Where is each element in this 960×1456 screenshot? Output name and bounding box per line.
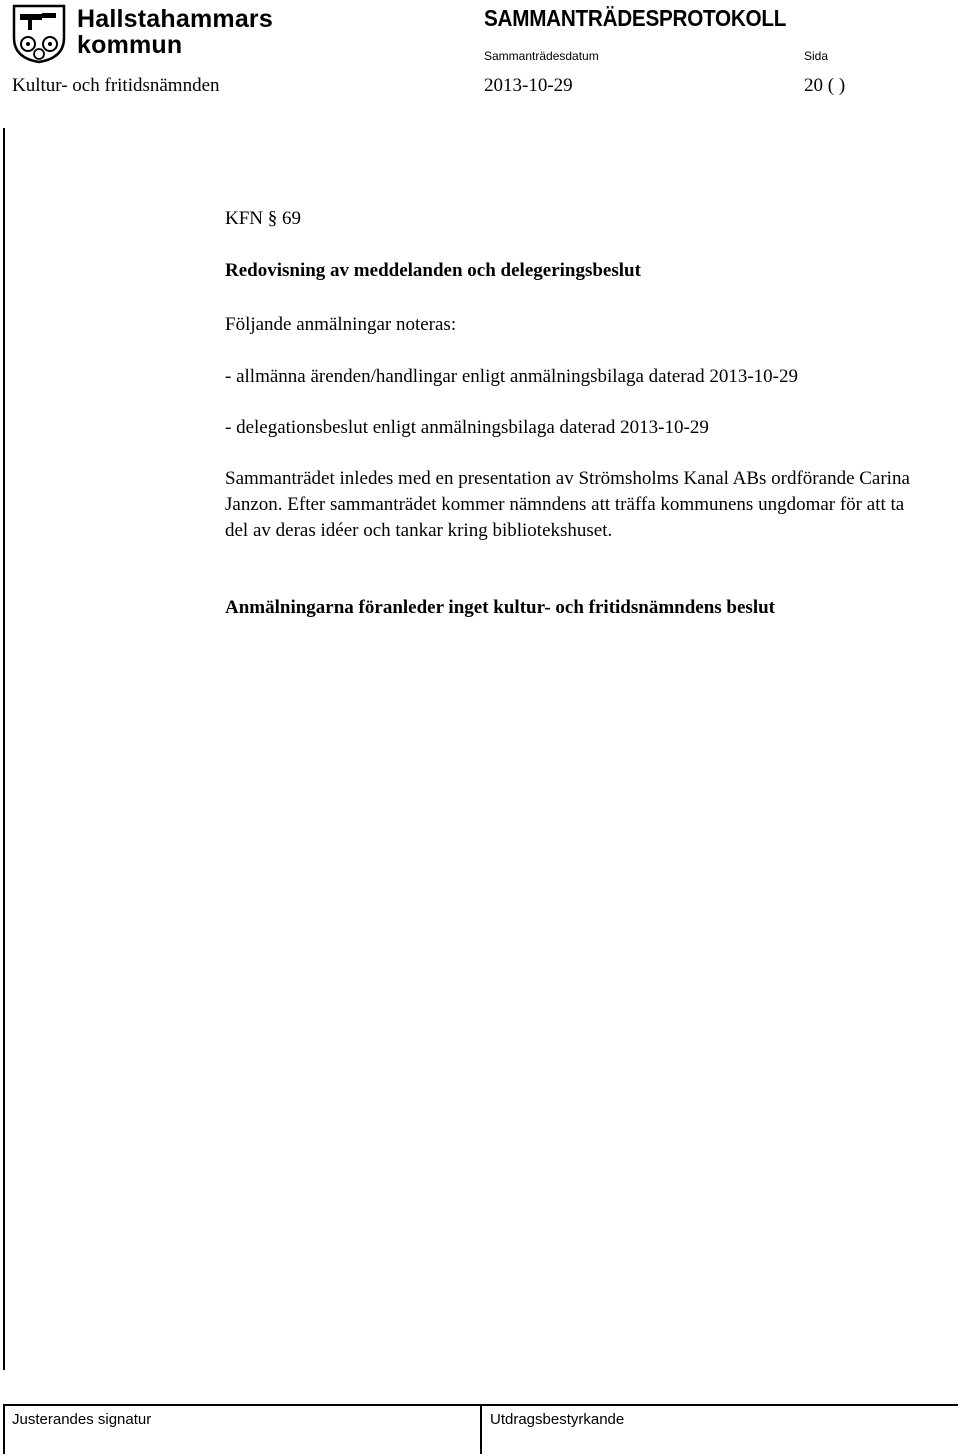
- municipality-crest-icon: [12, 4, 66, 64]
- list-item: - allmänna ärenden/handlingar enligt anmälningsbilaga daterad 2013-10-29: [225, 366, 798, 387]
- committee-name: Kultur- och fritidsnämnden: [12, 75, 220, 96]
- paragraph-number: KFN § 69: [225, 208, 302, 229]
- footer-left-border: [3, 1404, 5, 1454]
- municipality-name-line2: kommun: [77, 31, 183, 59]
- adjuster-signature-label: Justerandes signatur: [12, 1411, 152, 1428]
- left-margin-rule: [3, 128, 5, 1370]
- section-title: Redovisning av meddelanden och delegeringsbeslut: [225, 260, 641, 281]
- page-number: 20 ( ): [804, 75, 846, 96]
- list-item: - delegationsbeslut enligt anmälningsbilaga daterad 2013-10-29: [225, 417, 709, 438]
- municipality-name-line1: Hallstahammars: [77, 5, 273, 33]
- page-label: Sida: [804, 49, 829, 63]
- meeting-date: 2013-10-29: [484, 75, 573, 96]
- intro-text: Följande anmälningar noteras:: [225, 314, 457, 335]
- extract-certification-label: Utdragsbestyrkande: [490, 1411, 625, 1428]
- meeting-date-label: Sammanträdesdatum: [484, 49, 599, 63]
- body-paragraph: Sammanträdet inledes med en presentation av Strömsholms Kanal ABs ordförande Carina Janzon. Efter sammanträdet kommer nämndens att träffa kommunens ungdomar för att ta del av deras idéer och tankar kring bibliotekshuset.: [225, 468, 910, 541]
- document-type-title: SAMMANTRÄDESPROTOKOLL: [484, 5, 787, 31]
- footer-column-divider: [480, 1404, 482, 1454]
- decision-text: Anmälningarna föranleder inget kultur- och fritidsnämndens beslut: [225, 597, 775, 618]
